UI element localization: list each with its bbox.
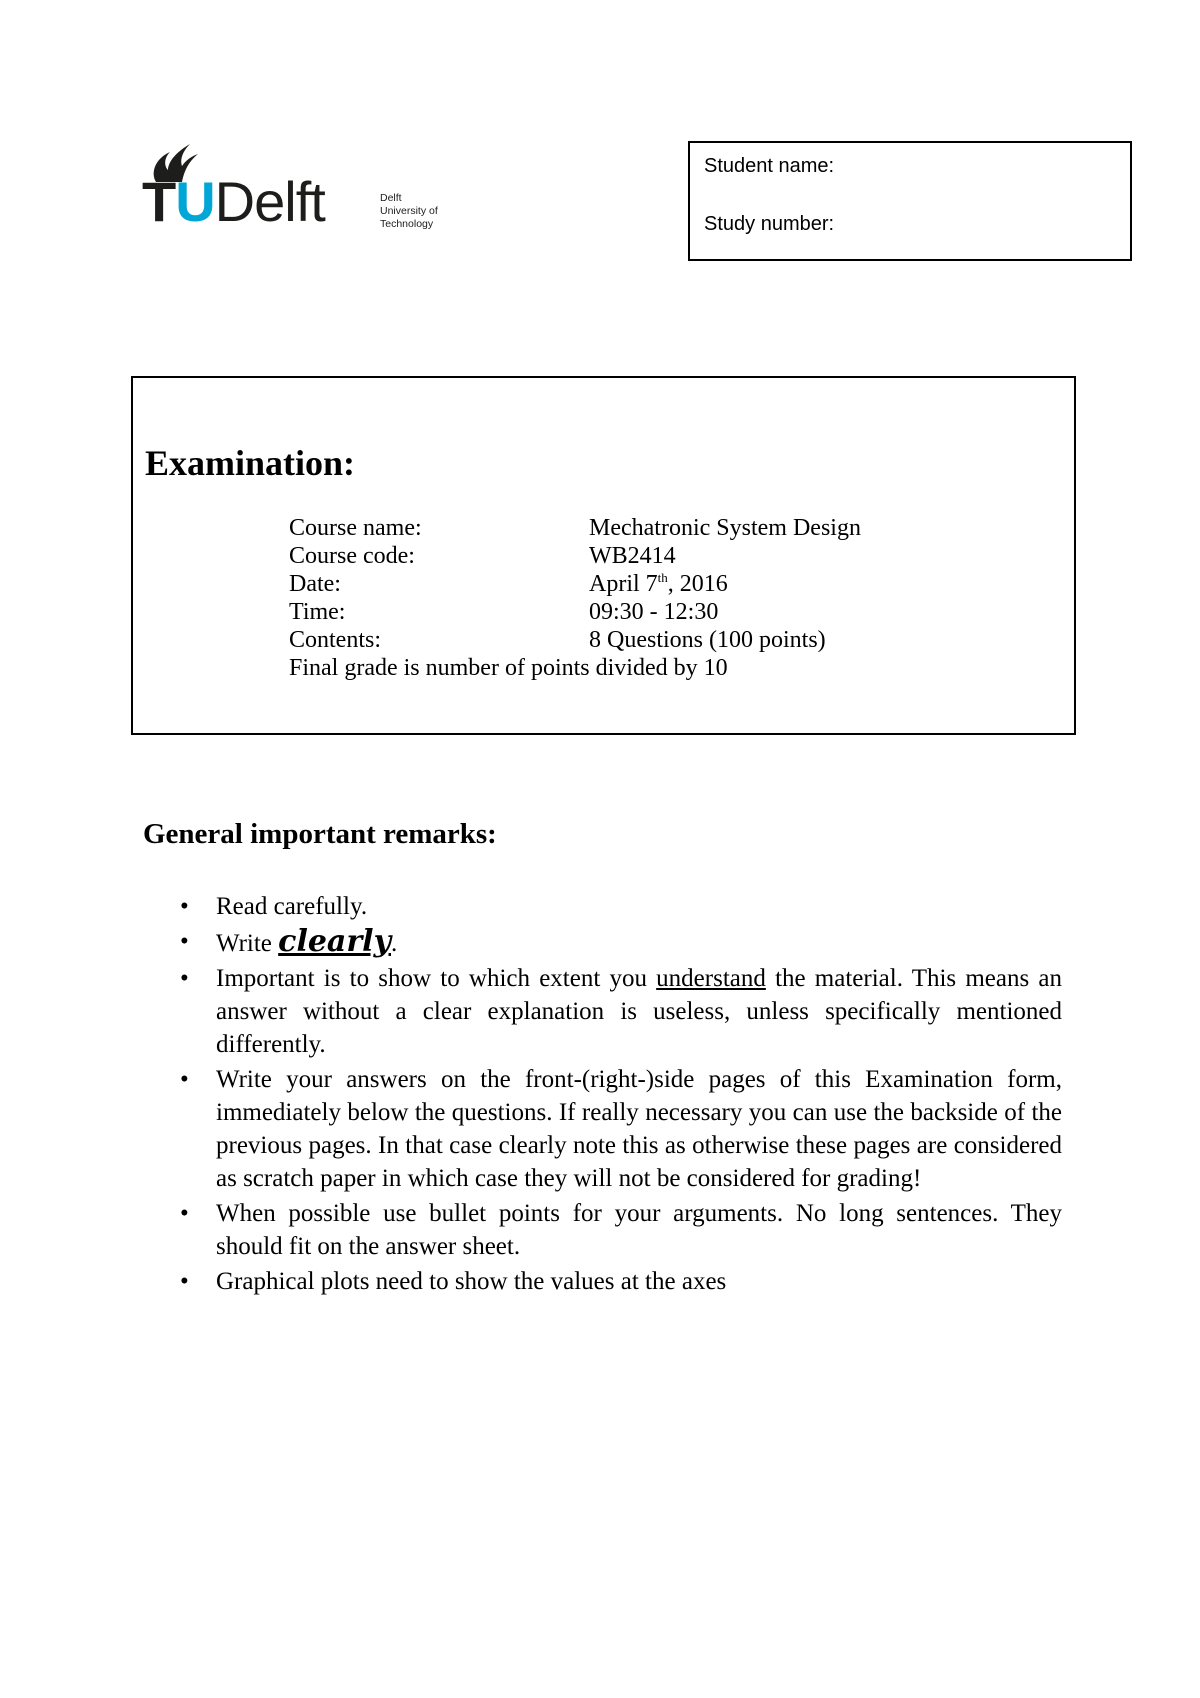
date-label: Date: (289, 571, 341, 597)
date-prefix: April 7 (589, 571, 658, 597)
remark-text: Graphical plots need to show the values at the axes (216, 1268, 727, 1295)
examination-box (131, 376, 1076, 735)
list-item (180, 1265, 1062, 1298)
date-row (289, 570, 861, 598)
time-row (289, 598, 861, 626)
remark-text-suffix: the material. This means an answer without a clear explanation is useless, unless specifically mentioned differently. (216, 965, 1062, 1058)
remark-text-prefix: Important is to show to which extent you (216, 965, 657, 992)
remark-emphasis-clearly: clearly (278, 924, 391, 959)
course-name-value: Mechatronic System Design (589, 515, 861, 541)
course-name-label: Course name: (289, 515, 422, 541)
logo-word-delft: Delft (214, 170, 325, 233)
remark-text-suffix: . (391, 930, 398, 957)
final-grade-row (289, 654, 861, 682)
bullet: • (180, 1066, 189, 1093)
student-name-label: Student name: (704, 155, 835, 177)
exam-title: Examination: (145, 443, 356, 483)
date-suffix: , 2016 (667, 571, 728, 597)
remarks-title: General important remarks: (143, 818, 497, 850)
contents-label: Contents: (289, 627, 382, 653)
time-value: 09:30 - 12:30 (589, 599, 719, 625)
time-label: Time: (289, 599, 346, 625)
bullet: • (180, 928, 189, 955)
remark-text: Read carefully. (216, 893, 368, 920)
bullet: • (180, 1200, 189, 1227)
bullet: • (180, 1268, 189, 1295)
remarks-list (180, 890, 1062, 1300)
logo-wordmark (142, 170, 325, 233)
logo-sub-line-3: Technology (380, 218, 434, 230)
bullet: • (180, 965, 189, 992)
remark-text: When possible use bullet points for your arguments. No long sentences. They should fit on the answer sheet. (216, 1200, 1062, 1260)
final-grade-text: Final grade is number of points divided by 10 (289, 655, 728, 681)
date-value (589, 570, 728, 598)
student-info-box (688, 141, 1132, 261)
list-item (180, 925, 1062, 960)
tudelft-logo (142, 140, 462, 235)
course-name-row (289, 514, 861, 542)
list-item (180, 1197, 1062, 1263)
course-code-value: WB2414 (589, 543, 676, 569)
contents-value: 8 Questions (100 points) (589, 627, 826, 653)
logo-letter-t: T (142, 170, 176, 233)
list-item (180, 962, 1062, 1061)
remark-text: Write your answers on the front-(right-)side pages of this Examination form, immediately below the questions. If really necessary you can use the backside of the previous pages. In that case clearly note this as otherwise these pages are considered as scratch paper in which case they will not be considered for grading! (216, 1066, 1062, 1192)
course-code-row (289, 542, 861, 570)
course-code-label: Course code: (289, 543, 415, 569)
list-item (180, 1063, 1062, 1195)
contents-row (289, 626, 861, 654)
bullet: • (180, 893, 189, 920)
logo-sub-line-2: University of (380, 205, 438, 217)
exam-details (289, 514, 861, 682)
logo-sub-line-1: Delft (380, 192, 402, 204)
list-item (180, 890, 1062, 923)
remark-emphasis-understand: understand (656, 965, 766, 992)
remark-text-prefix: Write (216, 930, 279, 957)
study-number-label: Study number: (704, 213, 835, 235)
logo-subtitle (380, 192, 438, 231)
date-ordinal: th (657, 570, 668, 585)
logo-letter-u: U (175, 170, 215, 233)
